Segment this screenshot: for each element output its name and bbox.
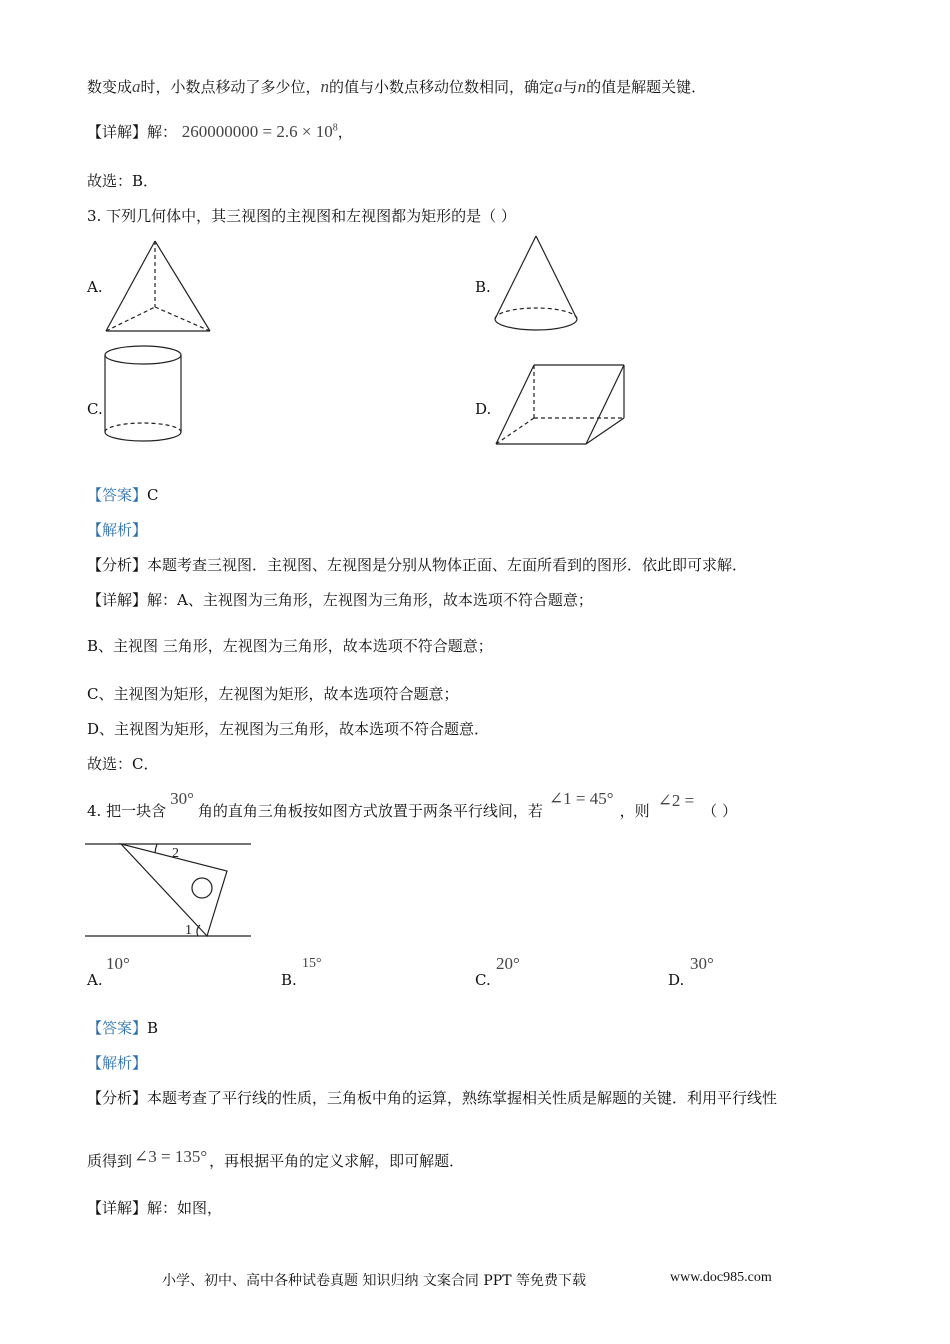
q4-option-c-label: C. (475, 971, 491, 989)
q4-option-d-label: D. (668, 971, 685, 989)
q3-option-c-label: C. (87, 400, 103, 418)
q4-option-b-value: 15° (302, 956, 322, 971)
q3-option-d-prism (490, 360, 630, 450)
q4-option-a-value: 10° (106, 954, 130, 973)
q3-answer: 【答案】C (87, 486, 159, 504)
top-equation: $260000000 = 2.6 \times 10^8$ (181, 122, 338, 141)
q3-analysis-tag: 【解析】 (87, 521, 148, 539)
q3-option-a-pyramid (100, 238, 215, 338)
q4-analysis-tag: 【解析】 (87, 1054, 148, 1072)
intro-line: 数变成a时，小数点移动了多少位，n的值与小数点移动位数相同，确定a与n的值是解题关键． (87, 77, 707, 96)
q4-option-d-value: 30° (690, 954, 714, 973)
q3-choice: 故选：C． (87, 755, 159, 773)
q3-detail-line-4: D、主视图为矩形，左视图为三角形，故本选项不符合题意． (87, 720, 490, 738)
q4-stem: 4. 把一块含30°角的直角三角板按如图方式放置于两条平行线间，若∠1 = 45°，则∠2 =（ ） (87, 789, 737, 820)
q3-option-b-cone (490, 234, 585, 334)
q4-analysis-line-2: 质得到 ∠3 = 135° ，再根据平角的定义求解，即可解题． (87, 1147, 465, 1170)
q4-option-a-label: A. (87, 971, 103, 989)
q4-angle-2-label: 2 (172, 846, 179, 861)
top-choice: 故选：B． (87, 172, 159, 190)
q3-option-b-label: B. (475, 278, 491, 296)
q4-option-b-label: B. (281, 971, 297, 989)
q3-option-a-label: A. (87, 278, 103, 296)
q4-option-c-value: 20° (496, 954, 520, 973)
footer-url[interactable]: www.doc985.com (670, 1270, 772, 1285)
q3-detail-line-1: 【详解】解：A、主视图为三角形，左视图为三角形，故本选项不符合题意； (87, 591, 593, 609)
q3-option-c-cylinder (100, 344, 190, 446)
q4-detail: 【详解】解：如图， (87, 1199, 223, 1217)
q4-analysis-line-1: 【分析】本题考查了平行线的性质，三角板中角的运算，熟练掌握相关性质是解题的关键．利用平行线性 (87, 1089, 778, 1107)
q4-angle-1-label: 1 (185, 923, 192, 938)
q3-analysis: 【分析】本题考查三视图．主视图、左视图是分别从物体正面、左面所看到的图形．依此即可求解． (87, 556, 748, 574)
q3-option-d-label: D. (475, 400, 492, 418)
q4-figure (85, 838, 255, 943)
q4-answer: 【答案】B (87, 1019, 159, 1037)
q3-stem: 3. 下列几何体中，其三视图的主视图和左视图都为矩形的是（ ） (87, 207, 516, 225)
q3-detail-line-3: C、主视图为矩形，左视图为矩形，故本选项符合题意； (87, 685, 459, 703)
q3-detail-line-2: B、主视图 三角形，左视图为三角形，故本选项不符合题意； (87, 637, 493, 655)
footer-text: 小学、初中、高中各种试卷真题 知识归纳 文案合同 PPT 等免费下载 (162, 1273, 586, 1289)
top-detail: 【详解】解： $260000000 = 2.6 \times 10^8$， (87, 122, 353, 141)
